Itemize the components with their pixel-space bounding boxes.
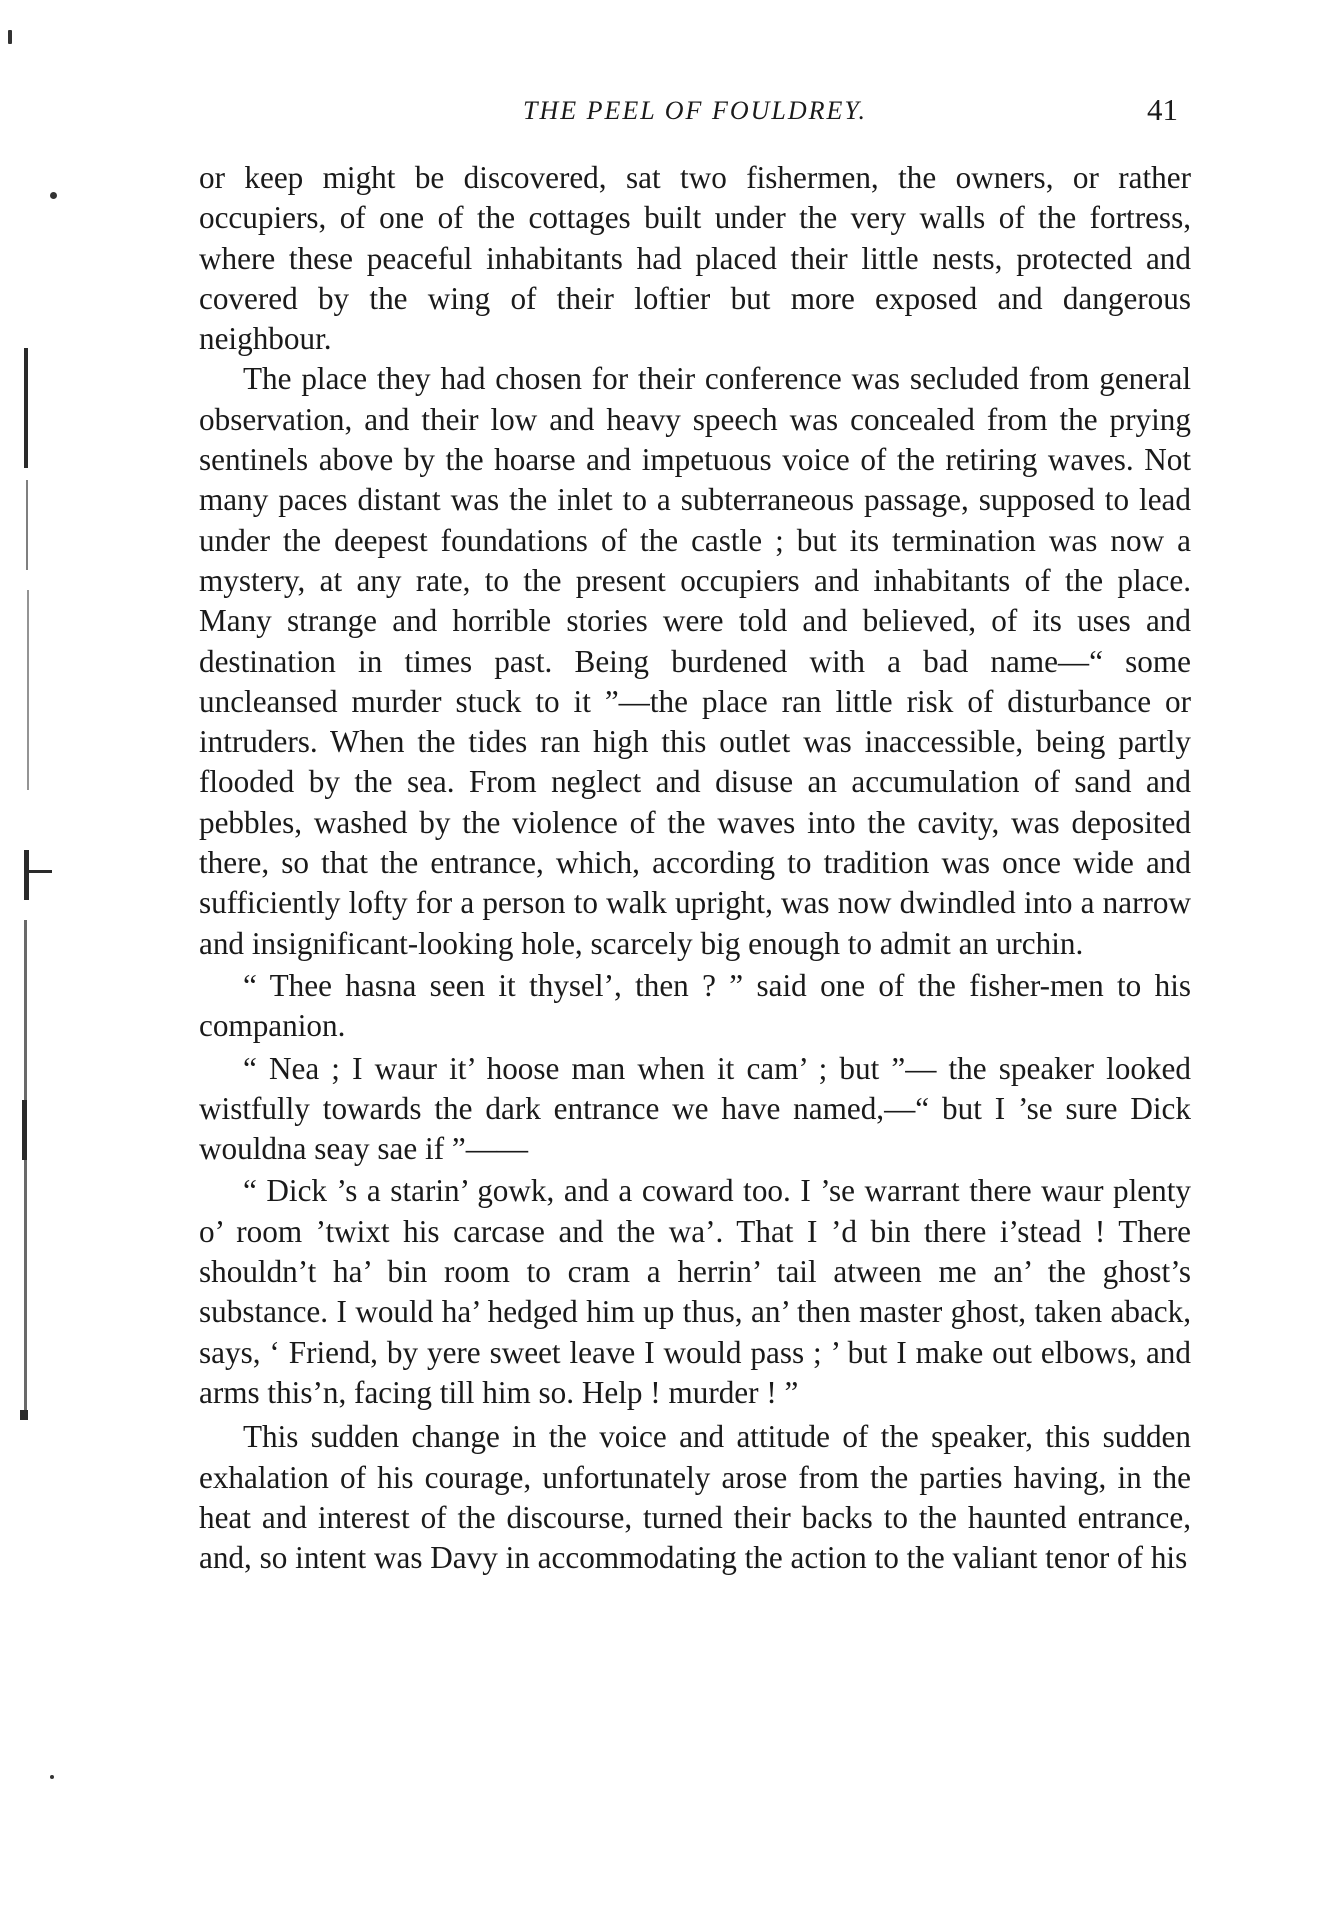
page-number: 41 bbox=[1147, 92, 1178, 127]
margin-mark bbox=[20, 1410, 28, 1420]
paragraph: “ Nea ; I waur it’ hoose man when it cam’ ; but ”— the speaker looked wistfully towards the dark entrance we have named,—“ but I ’se sure Dick wouldna seay sae if ”—— bbox=[199, 1050, 1191, 1167]
running-title: THE PEEL OF FOULDREY. bbox=[523, 96, 867, 125]
margin-mark bbox=[24, 920, 27, 1420]
paragraph: “ Thee hasna seen it thysel’, then ? ” said one of the fisher-men to his companion. bbox=[199, 967, 1191, 1044]
running-head bbox=[200, 92, 1190, 132]
speck bbox=[50, 1775, 54, 1779]
margin-mark bbox=[27, 590, 29, 790]
paragraph: The place they had chosen for their conference was secluded from general observation, and their low and heavy speech was concealed from the prying sentinels above by the hoarse and impetuous voice of the retiring waves. Not many paces distant was the inlet to a subterraneous passage, supposed to lead under the deepest foundations of the castle ; but its termination was now a mystery, at any rate, to the present occupiers and inhabitants of the place. Many strange and horrible stories were told and believed, of its uses and destination in times past. Being burdened with a bad name—“ some uncleansed murder stuck to it ”—the place ran little risk of disturbance or intruders. When the tides ran high this outlet was inaccessible, being partly flooded by the sea. From neglect and disuse an accumulation of sand and pebbles, washed by the violence of the waves into the cavity, was deposited there, so that the entrance, which, according to tradition was once wide and sufficiently lofty for a person to walk upright, was now dwindled into a narrow and insignificant-looking hole, scarcely big enough to admit an urchin. bbox=[199, 361, 1191, 961]
paragraph: “ Dick ’s a starin’ gowk, and a coward too. I ’se warrant there waur plenty o’ room ’twixt his carcase and the wa’. That I ’d bin there i’stead ! There shouldn’t ha’ bin room to cram a herrin’ tail atween me an’ the ghost’s substance. I would ha’ hedged him up thus, an’ then master ghost, taken aback, says, ‘ Friend, by yere sweet leave I would pass ; ’ but I make out elbows, and arms this’n, facing till him so. Help ! murder ! ” bbox=[199, 1173, 1191, 1410]
speck bbox=[8, 30, 12, 44]
margin-mark bbox=[26, 480, 28, 570]
speck bbox=[50, 192, 57, 199]
paragraph: or keep might be discovered, sat two fishermen, the owners, or rather occupiers, of one of the cottages built under the very walls of the fortress, where these peaceful inhabitants had placed their little nests, protected and covered by the wing of their loftier but more exposed and dangerous neighbour. bbox=[199, 160, 1191, 357]
body-text bbox=[199, 158, 1191, 1578]
margin-mark bbox=[24, 850, 29, 900]
margin-mark bbox=[24, 348, 28, 468]
margin-mark bbox=[22, 1100, 27, 1160]
paragraph: This sudden change in the voice and attitude of the speaker, this sudden exhalation of his courage, unfortunately arose from the parties having, in the heat and interest of the discourse, turned their backs to the haunted entrance, and, so intent was Davy in accommodating the action to the valiant tenor of his bbox=[199, 1419, 1191, 1576]
margin-mark bbox=[28, 870, 52, 873]
